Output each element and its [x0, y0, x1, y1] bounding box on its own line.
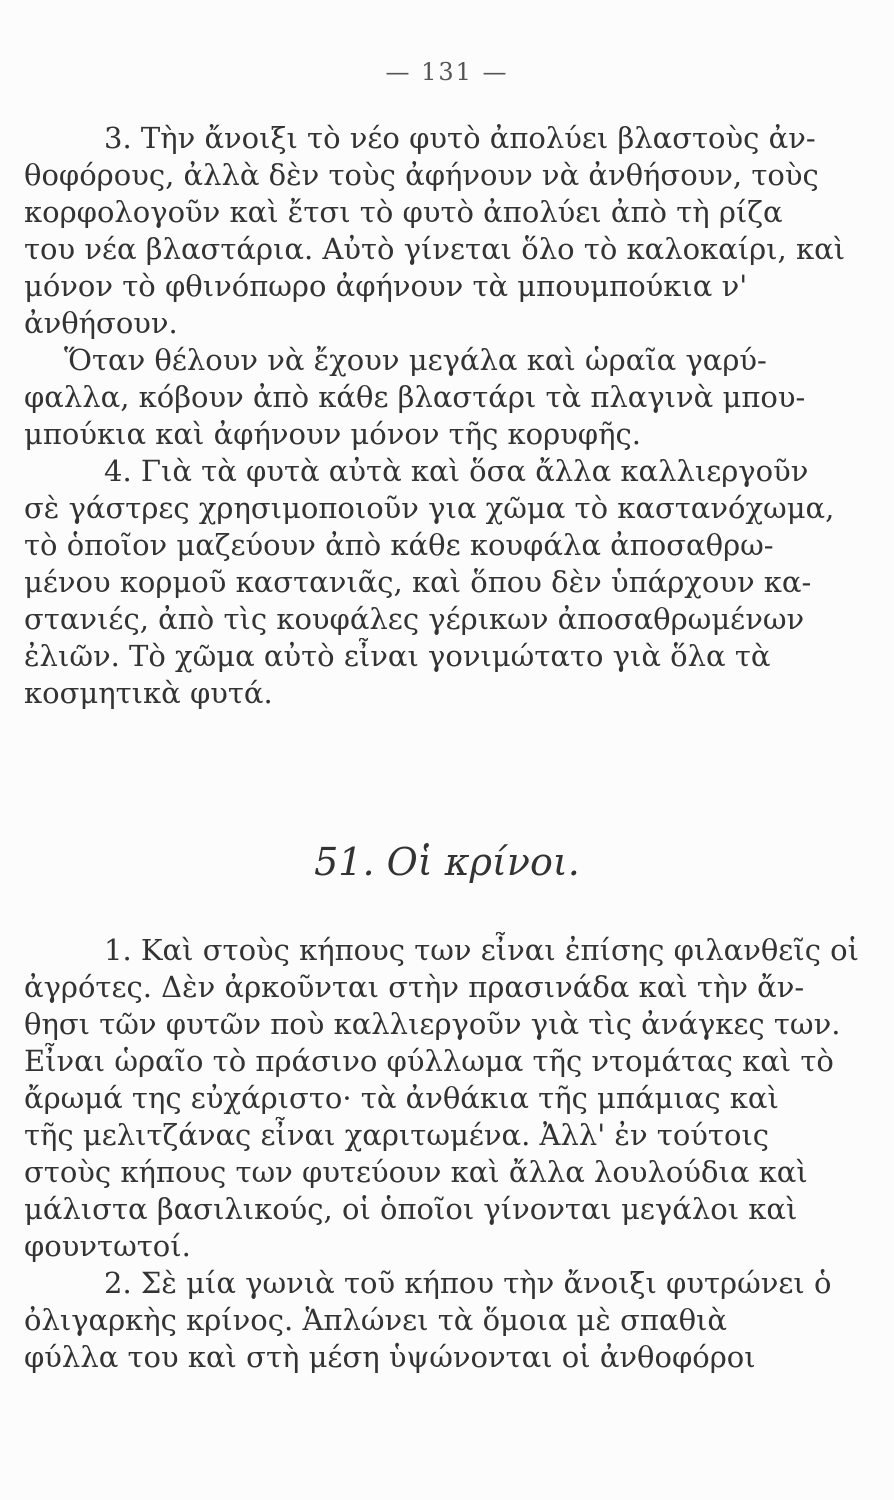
text-line: 1. Καὶ στοὺς κήπους των εἶναι ἐπίσης φιλανθεῖς οἱ: [104, 933, 859, 967]
text-line: ἀγρότες. Δὲν ἀρκοῦνται στὴν πρασινάδα καὶ τὴν ἄν-: [24, 970, 805, 1004]
text-line: κοσμητικὰ φυτά.: [24, 676, 273, 710]
text-line: στανιές, ἀπὸ τὶς κουφάλες γέρικων ἀποσαθρωμένων: [24, 602, 805, 636]
text-line: στοὺς κήπους των φυτεύουν καὶ ἄλλα λουλούδια καὶ: [24, 1155, 808, 1189]
text-line: 4. Γιὰ τὰ φυτὰ αὐτὰ καὶ ὅσα ἄλλα καλλιεργοῦν: [104, 454, 809, 488]
section-heading: 51. Οἱ κρίνοι.: [314, 840, 580, 884]
text-line: ὀλιγαρκὴς κρίνος. Ἁπλώνει τὰ ὅμοια μὲ σπαθιὰ: [24, 1303, 727, 1337]
text-line: μάλιστα βασιλικούς, οἱ ὁποῖοι γίνονται μεγάλοι καὶ: [24, 1192, 798, 1226]
text-line: φαλλα, κόβουν ἀπὸ κάθε βλαστάρι τὰ πλαγινὰ μπου-: [24, 380, 806, 414]
text-line: Ὅταν θέλουν νὰ ἔχουν μεγάλα καὶ ὡραῖα γαρύ-: [64, 343, 767, 377]
text-line: του νέα βλαστάρια. Αὐτὸ γίνεται ὅλο τὸ καλοκαίρι, καὶ: [24, 232, 846, 266]
paragraphs-top: [24, 120, 870, 712]
text-line: μόνον τὸ φθινόπωρο ἀφήνουν τὰ μπουμπούκια ν': [24, 269, 748, 303]
text-line: Εἶναι ὡραῖο τὸ πράσινο φύλλωμα τῆς ντομάτας καὶ τὸ: [24, 1044, 834, 1078]
text-line: ἄρωμά της εὐχάριστο· τὰ ἀνθάκια τῆς μπάμιας καὶ: [24, 1081, 779, 1115]
text-line: 2. Σὲ μία γωνιὰ τοῦ κήπου τὴν ἄνοιξι φυτρώνει ὁ: [104, 1266, 832, 1300]
text-line: σὲ γάστρες χρησιμοποιοῦν για χῶμα τὸ καστανόχωμα,: [24, 491, 835, 525]
text-line: 3. Τὴν ἄνοιξι τὸ νέο φυτὸ ἀπολύει βλαστοὺς ἀν-: [104, 121, 816, 155]
paragraphs-bottom: [24, 932, 870, 1376]
text-line: θοφόρους, ἀλλὰ δὲν τοὺς ἀφήνουν νὰ ἀνθήσουν, τοὺς: [24, 158, 819, 192]
text-line: τῆς μελιτζάνας εἶναι χαριτωμένα. Ἀλλ' ἐν τούτοις: [24, 1118, 770, 1152]
page-number: — 131 —: [385, 58, 509, 86]
text-line: μπούκια καὶ ἀφήνουν μόνον τῆς κορυφῆς.: [24, 417, 641, 451]
text-line: θησι τῶν φυτῶν ποὺ καλλιεργοῦν γιὰ τὶς ἀνάγκες των.: [24, 1007, 841, 1041]
text-line: μένου κορμοῦ καστανιᾶς, καὶ ὅπου δὲν ὑπάρχουν κα-: [24, 565, 812, 599]
text-line: τὸ ὁποῖον μαζεύουν ἀπὸ κάθε κουφάλα ἀποσαθρω-: [24, 528, 774, 562]
text-line: φύλλα του καὶ στὴ μέση ὑψώνονται οἱ ἀνθοφόροι: [24, 1340, 756, 1374]
text-line: ἐλιῶν. Τὸ χῶμα αὐτὸ εἶναι γονιμώτατο γιὰ ὅλα τὰ: [24, 639, 771, 673]
text-line: ἀνθήσουν.: [24, 306, 178, 340]
text-line: φουντωτοί.: [24, 1229, 191, 1263]
text-line: κορφολογοῦν καὶ ἔτσι τὸ φυτὸ ἀπολύει ἀπὸ τὴ ρίζα: [24, 195, 783, 229]
